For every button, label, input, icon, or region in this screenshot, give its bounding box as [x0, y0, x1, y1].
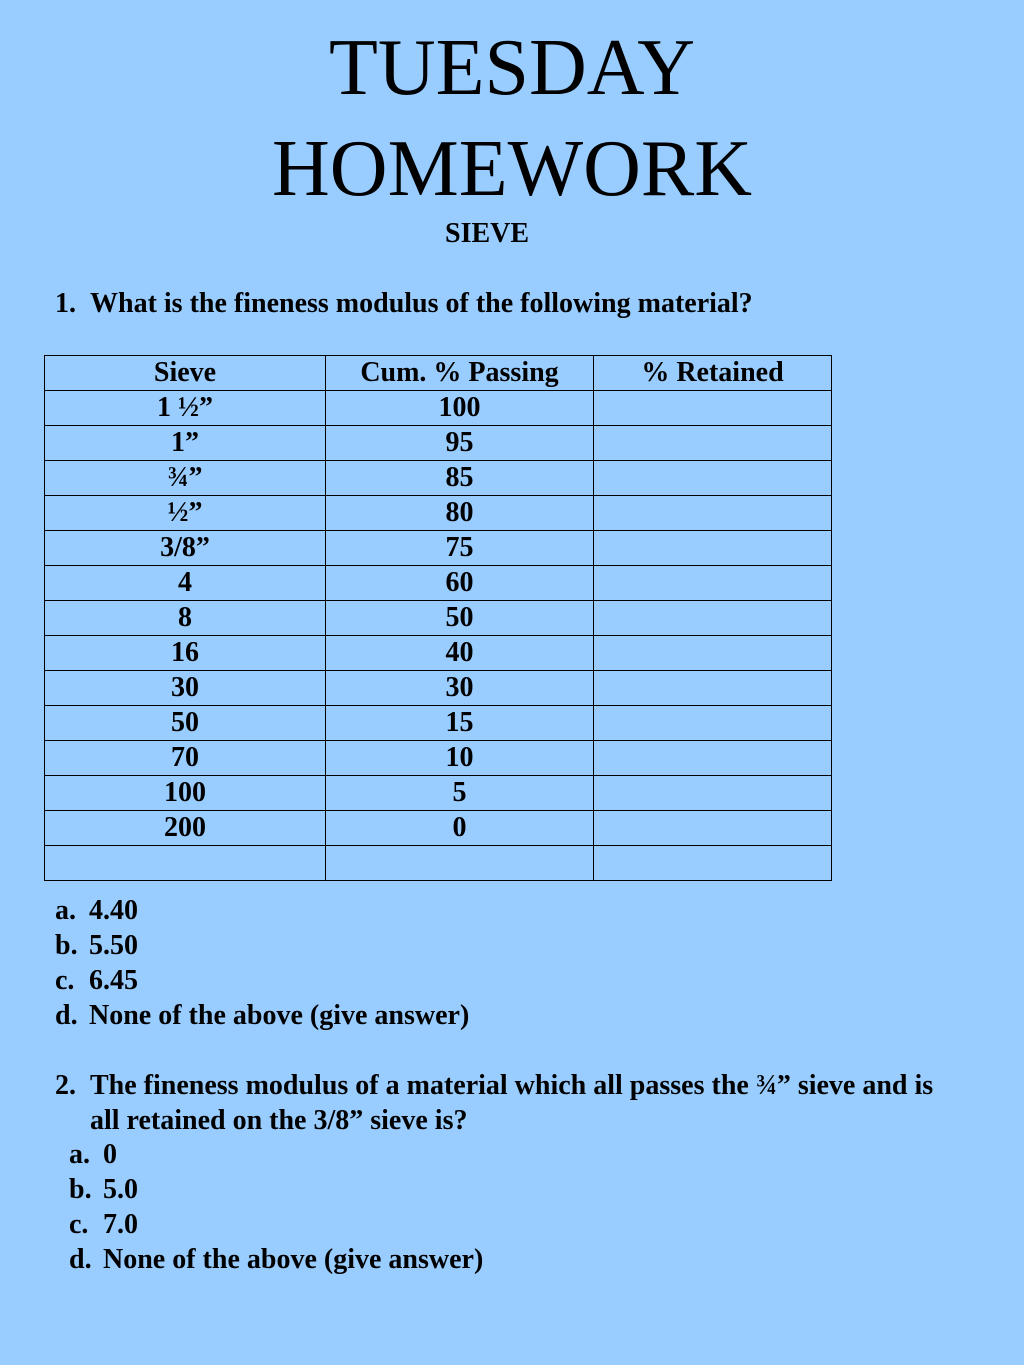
cell-sieve: 30 — [45, 671, 326, 706]
cell-retained — [594, 671, 832, 706]
question-1-number: 1. — [55, 288, 76, 319]
cell-cum-passing: 5 — [326, 776, 594, 811]
table-row — [45, 531, 832, 566]
table-row — [45, 391, 832, 426]
cell-cum-passing: 40 — [326, 636, 594, 671]
cell-cum-passing: 85 — [326, 461, 594, 496]
table-body — [45, 391, 832, 881]
question-2-text: The fineness modulus of a material which all passes the ¾” sieve and is all retained on the 3/8” sieve is? — [90, 1070, 934, 1136]
cell-sieve: 100 — [45, 776, 326, 811]
cell-sieve: 4 — [45, 566, 326, 601]
cell-retained — [594, 776, 832, 811]
column-header-retained: % Retained — [594, 356, 832, 391]
cell-retained — [594, 811, 832, 846]
cell-retained — [594, 531, 832, 566]
cell-retained — [594, 706, 832, 741]
cell-retained — [594, 636, 832, 671]
cell-sieve: 70 — [45, 741, 326, 776]
table-header-row — [45, 356, 832, 391]
question-1 — [55, 286, 753, 321]
cell-sieve: ½” — [45, 496, 326, 531]
question-1-choice-text: 4.40 — [89, 895, 138, 926]
table-row — [45, 601, 832, 636]
cell-cum-passing: 80 — [326, 496, 594, 531]
question-1-choice-letter: a. — [55, 895, 76, 926]
cell-retained — [594, 496, 832, 531]
table-row — [45, 566, 832, 601]
table-row — [45, 496, 832, 531]
question-2-choice-text: None of the above (give answer) — [103, 1244, 484, 1275]
table-row — [45, 741, 832, 776]
cell-cum-passing: 15 — [326, 706, 594, 741]
cell-sieve: 50 — [45, 706, 326, 741]
table-row — [45, 846, 832, 881]
table-row — [45, 811, 832, 846]
question-1-choice-text: 5.50 — [89, 930, 138, 961]
cell-cum-passing: 75 — [326, 531, 594, 566]
question-2-choice-letter: a. — [69, 1139, 90, 1170]
question-2-choice-text: 7.0 — [103, 1209, 138, 1240]
question-2-choices — [69, 1137, 483, 1277]
question-1-choice-text: None of the above (give answer) — [89, 1000, 470, 1031]
table-row — [45, 776, 832, 811]
cell-sieve: ¾” — [45, 461, 326, 496]
cell-sieve: 8 — [45, 601, 326, 636]
cell-cum-passing: 95 — [326, 426, 594, 461]
cell-cum-passing: 30 — [326, 671, 594, 706]
question-2-choice — [69, 1207, 483, 1242]
cell-cum-passing: 100 — [326, 391, 594, 426]
table-row — [45, 671, 832, 706]
cell-cum-passing: 60 — [326, 566, 594, 601]
cell-retained — [594, 566, 832, 601]
question-1-choice — [55, 963, 469, 998]
cell-sieve: 1” — [45, 426, 326, 461]
question-2-choice — [69, 1137, 483, 1172]
page-title-line1: TUESDAY — [329, 24, 695, 112]
cell-sieve: 200 — [45, 811, 326, 846]
question-1-text: What is the fineness modulus of the following material? — [90, 288, 753, 319]
question-1-choice-letter: c. — [55, 965, 75, 996]
cell-sieve — [45, 846, 326, 881]
cell-cum-passing: 0 — [326, 811, 594, 846]
question-1-choice-letter: b. — [55, 930, 78, 961]
cell-sieve: 1 ½” — [45, 391, 326, 426]
question-2 — [55, 1068, 955, 1138]
question-1-choices — [55, 893, 469, 1033]
column-header-sieve: Sieve — [45, 356, 326, 391]
sieve-table — [44, 355, 832, 881]
cell-cum-passing: 10 — [326, 741, 594, 776]
question-1-choice — [55, 893, 469, 928]
page-title-line2: HOMEWORK — [272, 125, 752, 213]
cell-sieve: 3/8” — [45, 531, 326, 566]
table-row — [45, 706, 832, 741]
cell-sieve: 16 — [45, 636, 326, 671]
table-row — [45, 426, 832, 461]
cell-cum-passing: 50 — [326, 601, 594, 636]
cell-retained — [594, 391, 832, 426]
cell-retained — [594, 601, 832, 636]
cell-cum-passing — [326, 846, 594, 881]
question-2-choice-letter: d. — [69, 1244, 92, 1275]
question-2-choice — [69, 1242, 483, 1277]
question-2-choice-text: 5.0 — [103, 1174, 138, 1205]
question-2-choice-letter: b. — [69, 1174, 92, 1205]
column-header-cum-passing: Cum. % Passing — [326, 356, 594, 391]
question-1-choice-text: 6.45 — [89, 965, 138, 996]
question-1-choice — [55, 998, 469, 1033]
question-2-choice — [69, 1172, 483, 1207]
table-row — [45, 461, 832, 496]
cell-retained — [594, 846, 832, 881]
cell-retained — [594, 741, 832, 776]
question-2-choice-text: 0 — [103, 1139, 117, 1170]
question-1-choice — [55, 928, 469, 963]
table-row — [45, 636, 832, 671]
page-subtitle: SIEVE — [445, 218, 530, 249]
cell-retained — [594, 426, 832, 461]
cell-retained — [594, 461, 832, 496]
question-2-choice-letter: c. — [69, 1209, 89, 1240]
question-2-number: 2. — [55, 1070, 76, 1101]
question-1-choice-letter: d. — [55, 1000, 78, 1031]
